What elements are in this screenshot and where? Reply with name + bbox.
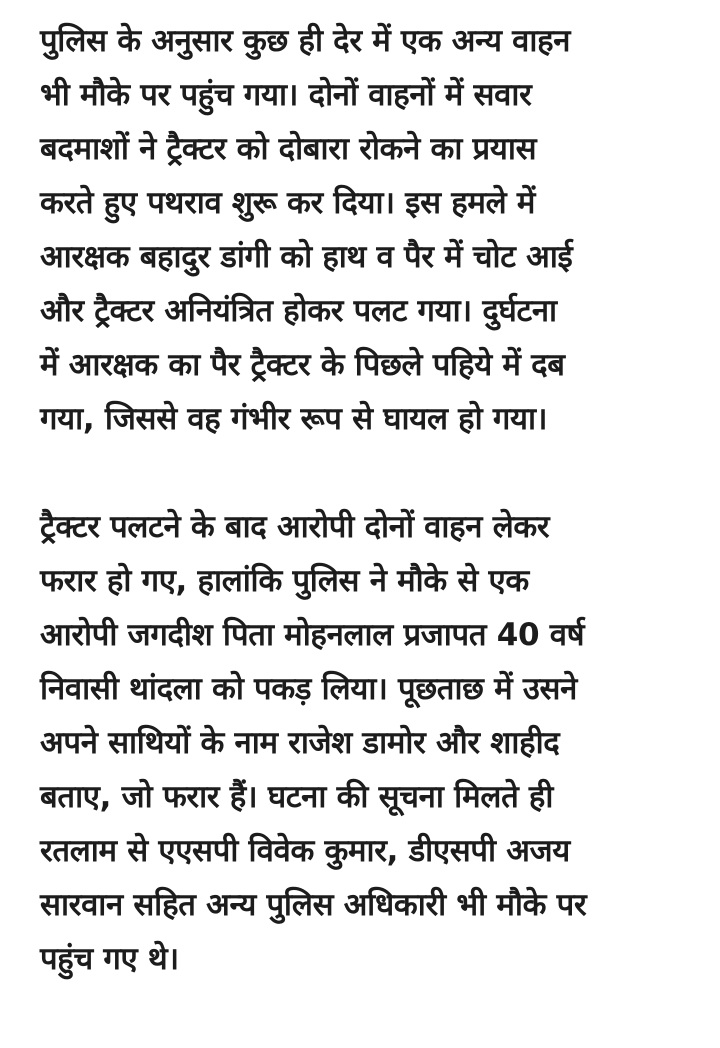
text-line: ट्रैक्टर पलटने के बाद आरोपी दोनों वाहन लेकर [40,509,550,545]
text-line: में आरक्षक का पैर ट्रैक्टर के पिछले पहिये में दब [40,347,565,383]
text-line: निवासी थांदला को पकड़ लिया। पूछताछ में उसने [40,671,578,707]
text-line: बताए, जो फरार हैं। घटना की सूचना मिलते ही [40,779,554,815]
text-line: अपने साथियों के नाम राजेश डामोर और शाहीद [40,725,560,761]
paragraph-1 [40,14,700,446]
paragraph-2 [40,500,700,986]
text-line: करते हुए पथराव शुरू कर दिया। इस हमले में [40,185,536,221]
article-body [40,14,700,986]
text-line: बदमाशों ने ट्रैक्टर को दोबारा रोकने का प्रयास [40,131,537,167]
text-line: और ट्रैक्टर अनियंत्रित होकर पलट गया। दुर्घटना [40,293,557,329]
text-line: पहुंच गए थे। [40,941,179,977]
text-line: गया, जिससे वह गंभीर रूप से घायल हो गया। [40,401,548,437]
text-line: भी मौके पर पहुंच गया। दोनों वाहनों में सवार [40,77,532,113]
paragraph-spacer [40,446,700,500]
text-line: रतलाम से एएसपी विवेक कुमार, डीएसपी अजय [40,833,570,869]
text-line: फरार हो गए, हालांकि पुलिस ने मौके से एक [40,563,529,599]
text-line: पुलिस के अनुसार कुछ ही देर में एक अन्य वाहन [40,23,571,59]
text-line: आरोपी जगदीश पिता मोहनलाल प्रजापत 40 वर्ष [40,617,585,653]
text-line: सारवान सहित अन्य पुलिस अधिकारी भी मौके पर [40,887,587,923]
text-line: आरक्षक बहादुर डांगी को हाथ व पैर में चोट आई [40,239,573,275]
